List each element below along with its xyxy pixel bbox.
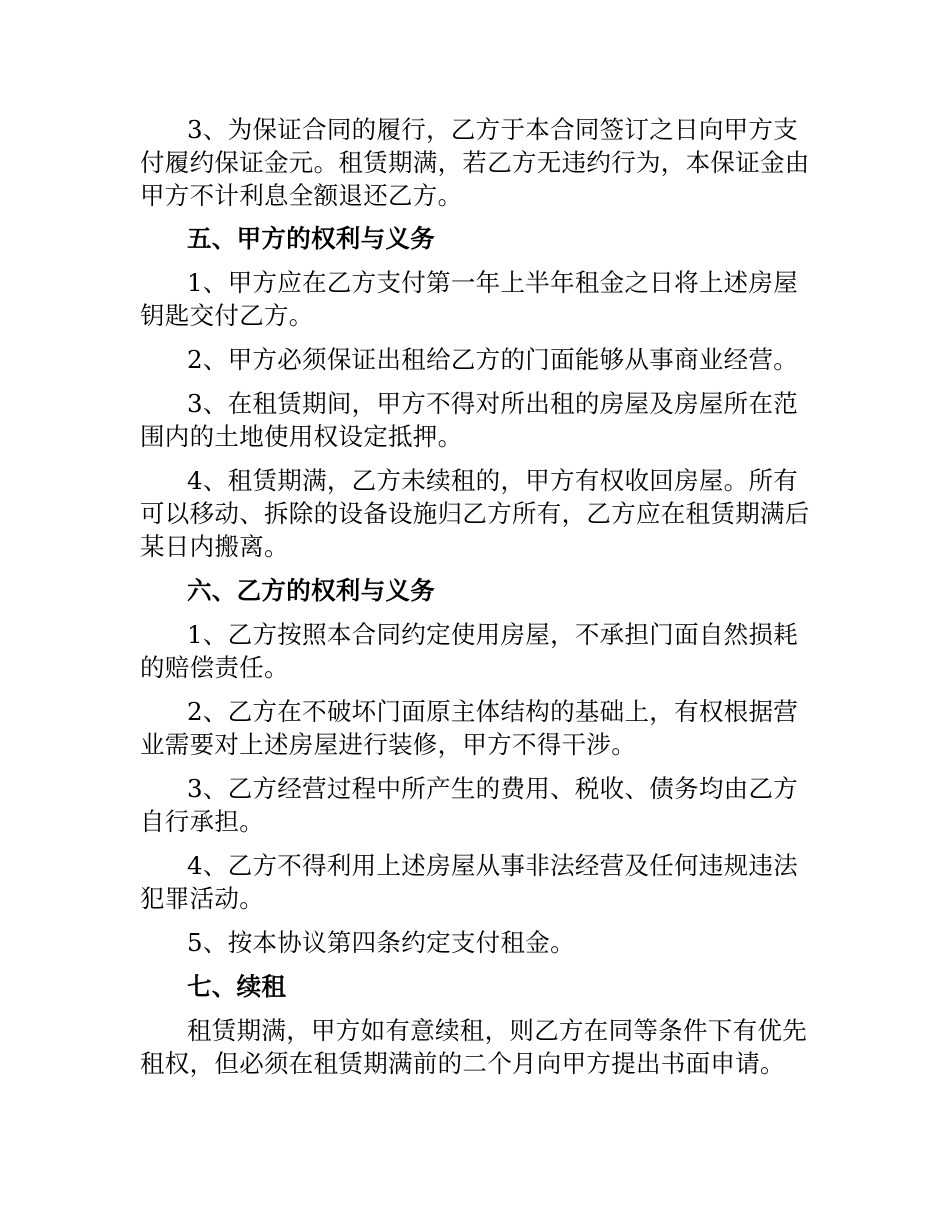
paragraph-line: 自行承担。 — [140, 807, 264, 836]
paragraph-line: 围内的土地使用权设定抵押。 — [140, 422, 463, 451]
paragraph-line: 3、在租赁期间，甲方不得对所出租的房屋及房屋所在范 — [187, 389, 799, 418]
paragraph-line: 付履约保证金元。租赁期满，若乙方无违约行为，本保证金由 — [140, 148, 810, 177]
section-heading: 七、续租 — [187, 972, 287, 1001]
paragraph-line: 5、按本协议第四条约定支付租金。 — [187, 928, 575, 957]
section-heading: 五、甲方的权利与义务 — [187, 224, 435, 253]
paragraph-line: 2、甲方必须保证出租给乙方的门面能够从事商业经营。 — [187, 345, 799, 374]
paragraph-line: 甲方不计利息全额退还乙方。 — [140, 181, 463, 210]
paragraph-line: 4、租赁期满，乙方未续租的，甲方有权收回房屋。所有 — [187, 466, 799, 495]
paragraph-line: 钥匙交付乙方。 — [140, 301, 314, 330]
paragraph-line: 4、乙方不得利用上述房屋从事非法经营及任何违规违法 — [187, 851, 799, 880]
paragraph-line: 1、乙方按照本合同约定使用房屋，不承担门面自然损耗 — [187, 620, 799, 649]
paragraph-line: 租权，但必须在租赁期满前的二个月向甲方提出书面申请。 — [140, 1049, 785, 1078]
paragraph-line: 1、甲方应在乙方支付第一年上半年租金之日将上述房屋 — [187, 268, 799, 297]
paragraph-line: 3、乙方经营过程中所产生的费用、税收、债务均由乙方 — [187, 774, 799, 803]
paragraph-line: 3、为保证合同的履行，乙方于本合同签订之日向甲方支 — [187, 115, 799, 144]
paragraph-line: 租赁期满，甲方如有意续租，则乙方在同等条件下有优先 — [187, 1016, 807, 1045]
paragraph-line: 的赔偿责任。 — [140, 653, 289, 682]
paragraph-line: 某日内搬离。 — [140, 532, 289, 561]
paragraph-line: 业需要对上述房屋进行装修，甲方不得干涉。 — [140, 730, 636, 759]
section-heading: 六、乙方的权利与义务 — [187, 576, 435, 605]
paragraph-line: 可以移动、拆除的设备设施归乙方所有，乙方应在租赁期满后 — [140, 499, 810, 528]
paragraph-line: 犯罪活动。 — [140, 884, 264, 913]
paragraph-line: 2、乙方在不破坏门面原主体结构的基础上，有权根据营 — [187, 697, 799, 726]
